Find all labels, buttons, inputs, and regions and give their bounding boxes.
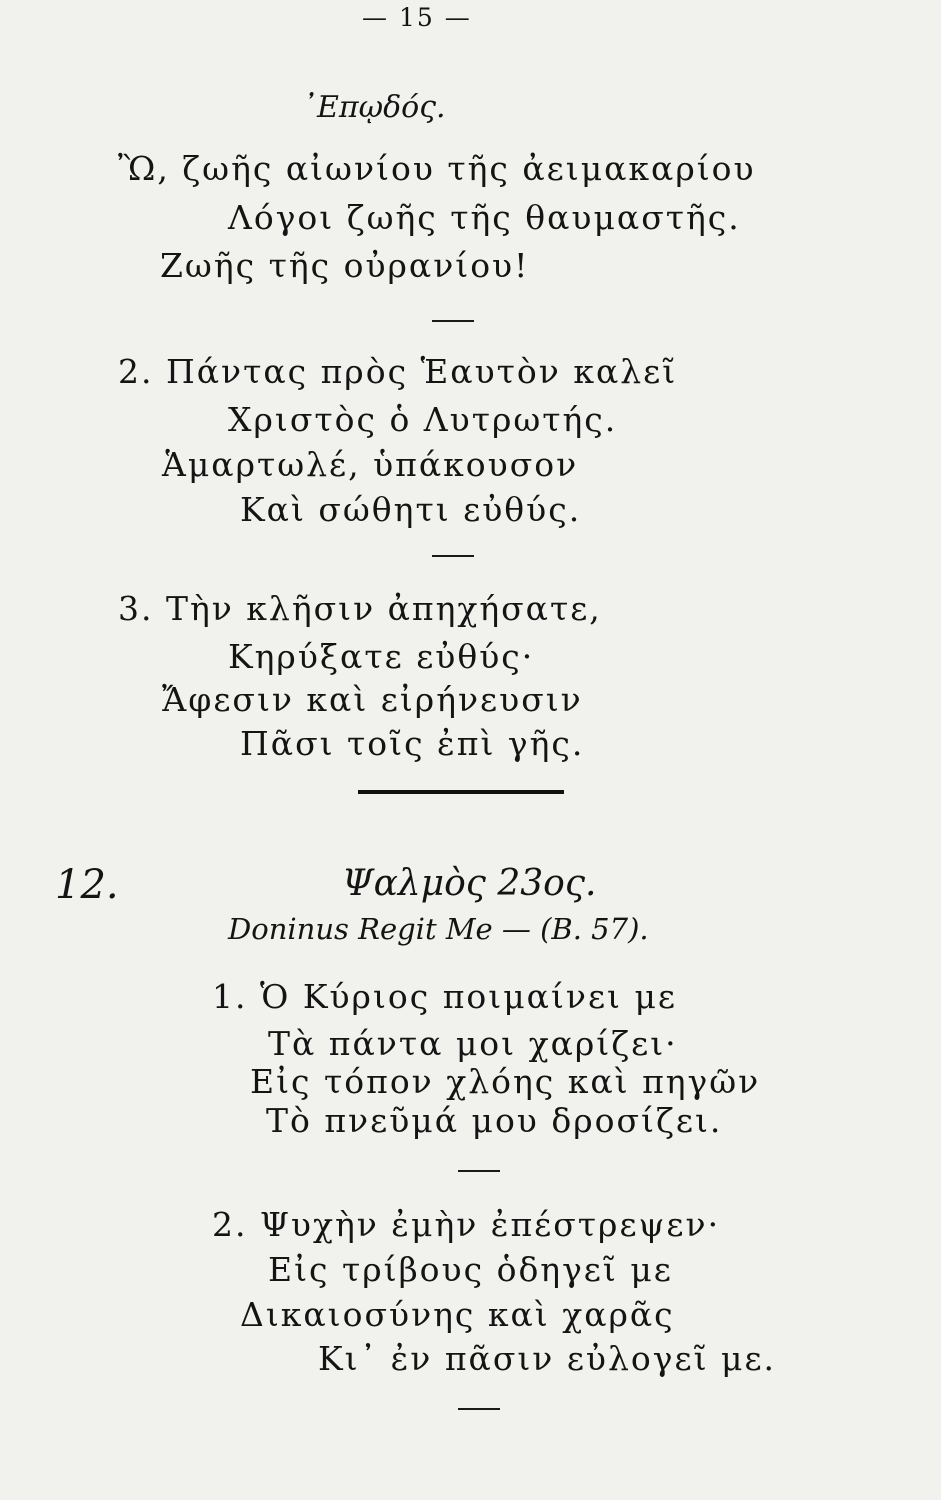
refrain-line: Ζωῆς τῆς οὐρανίου! xyxy=(160,246,530,285)
hymn-subtitle: Doninus Regit Me — (B. 57). xyxy=(228,912,649,946)
verse-separator xyxy=(458,1408,500,1410)
hymn-number: 12. xyxy=(55,862,119,908)
refrain-line: Λόγοι ζωῆς τῆς θαυμαστῆς. xyxy=(228,198,741,237)
verse-line: Δικαιοσύνης καὶ χαρᾶς xyxy=(240,1295,675,1334)
verse-line: 2. Πάντας πρὸς Ἑαυτὸν καλεῖ xyxy=(118,352,678,391)
verse-line: Τὰ πάντα μοι χαρίζει· xyxy=(268,1024,678,1063)
verse-line: Εἰς τρίβους ὁδηγεῖ με xyxy=(268,1250,673,1289)
hymn-title: Ψαλμὸς 23ος. xyxy=(342,863,597,904)
section-rule xyxy=(358,790,564,794)
refrain-line: Ὢ, ζωῆς αἰωνίου τῆς ἀειμακαρίου xyxy=(118,149,756,188)
verse-line: Χριστὸς ὁ Λυτρωτής. xyxy=(228,400,618,439)
refrain-title: ᾿Επῳδός. xyxy=(302,90,446,125)
verse-line: Καὶ σώθητι εὐθύς. xyxy=(240,490,582,529)
verse-line: Κηρύξατε εὐθύς· xyxy=(228,637,535,676)
verse-line: 2. Ψυχὴν ἐμὴν ἐπέστρεψεν· xyxy=(212,1205,721,1244)
verse-line: Εἰς τόπον χλόης καὶ πηγῶν xyxy=(250,1062,761,1101)
verse-separator xyxy=(432,555,474,557)
verse-line: Ἁμαρτωλέ, ὑπάκουσον xyxy=(162,445,579,484)
verse-line: Κι᾿ ἐν πᾶσιν εὐλογεῖ με. xyxy=(318,1339,777,1378)
verse-line: Τὸ πνεῦμά μου δροσίζει. xyxy=(266,1101,723,1140)
verse-separator xyxy=(458,1170,500,1172)
page-number: — 15 — xyxy=(362,3,472,32)
verse-line: Ἄφεσιν καὶ εἰρήνευσιν xyxy=(162,680,583,719)
verse-line: 1. Ὁ Κύριος ποιμαίνει με xyxy=(212,977,678,1016)
verse-line: 3. Τὴν κλῆσιν ἀπηχήσατε, xyxy=(118,589,602,628)
verse-separator xyxy=(432,320,474,322)
verse-line: Πᾶσι τοῖς ἐπὶ γῆς. xyxy=(240,724,585,763)
